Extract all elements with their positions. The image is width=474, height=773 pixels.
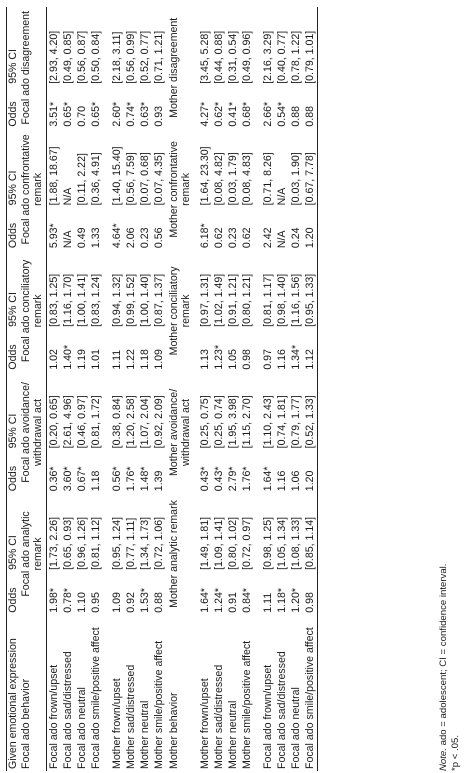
ci-cell: [0.81, 1.72] [90, 395, 102, 449]
row-label: Focal ado smile/positive affect [304, 627, 316, 769]
ci-cell: [0.11, 2.22] [76, 153, 88, 206]
focal-group-header-row [19, 7, 47, 771]
row-label: Focal ado frown/upset [48, 664, 60, 769]
table-note [438, 564, 462, 771]
odds-cell: 1.64* [262, 466, 274, 492]
odds-cell: 2.79* [227, 466, 239, 492]
ci-cell: [0.71, 8.26] [262, 152, 274, 206]
table-row [152, 7, 166, 771]
odds-cell: 0.93 [153, 105, 165, 127]
group-header: Mother analytic remark [168, 500, 180, 608]
ci-header: 95% CI [7, 535, 19, 570]
table-row [75, 7, 89, 771]
ci-cell: [0.44, 0.88] [213, 30, 225, 84]
odds-cell: 0.84* [241, 587, 253, 613]
odds-header: Odds [7, 222, 19, 249]
odds-cell: 1.19 [76, 349, 88, 370]
odds-cell: 0.41* [227, 101, 239, 127]
odds-cell: 2.06 [125, 227, 137, 249]
odds-cell: 1.09 [153, 349, 165, 370]
odds-cell: 2.42 [262, 227, 274, 249]
odds-cell: 1.34* [290, 344, 302, 370]
table-row [240, 7, 254, 771]
odds-cell: 0.43* [213, 466, 225, 492]
table-row [89, 7, 103, 771]
odds-cell: 1.18 [139, 349, 151, 370]
ci-cell: [0.08, 4.83] [241, 152, 253, 206]
ci-cell: [0.07, 0.68] [139, 152, 151, 206]
ci-cell: [1.05, 1.34] [276, 516, 288, 570]
ci-cell: [0.56, 7.59] [125, 152, 137, 206]
table-row [275, 7, 289, 771]
ci-cell: [1.00, 1.41] [76, 273, 88, 327]
ci-cell: [1.16, 1.70] [62, 273, 74, 327]
group-header: Mother avoidance/ withdrawal act [168, 388, 192, 477]
ci-cell: [0.92, 2.09] [153, 395, 165, 449]
odds-cell: 1.16 [276, 470, 288, 492]
odds-cell: 0.98 [304, 592, 316, 613]
odds-cell: 0.56 [153, 227, 165, 249]
ci-cell: [0.87, 1.37] [153, 273, 165, 327]
group-header: Mother conciliatory remark [168, 266, 192, 356]
focal-section-label: Focal ado behavior [20, 678, 32, 769]
odds-cell: 2.66* [262, 101, 274, 127]
ci-cell: [0.72, 0.97] [241, 516, 253, 570]
ci-cell: [0.99, 1.52] [125, 273, 137, 327]
odds-cell: 0.62 [241, 227, 253, 249]
odds-cell: 1.13 [199, 349, 211, 370]
odds-cell: 1.48* [139, 466, 151, 492]
ci-cell: [0.80, 1.21] [241, 273, 253, 327]
row-label: Mother smile/positive affect [241, 640, 253, 769]
odds-cell: 1.12 [304, 349, 316, 370]
ci-cell: [0.38, 0.84] [111, 395, 123, 449]
row-label: Focal ado sad/distressed [62, 651, 74, 769]
group-header: Focal ado avoidance/ withdrawal act [20, 382, 44, 483]
ci-cell: [2.16, 3.29] [262, 30, 274, 84]
row-label: Mother neutral [227, 700, 239, 769]
odds-cell: 1.18 [90, 470, 102, 492]
ci-cell: [0.25, 0.74] [213, 395, 225, 449]
ci-cell: [1.34, 1.73] [139, 516, 151, 570]
ci-cell: [0.71, 1.21] [153, 30, 165, 84]
ci-cell: [1.40, 15.40] [111, 146, 123, 206]
odds-cell: 1.01 [90, 349, 102, 370]
odds-cell: 0.62* [213, 101, 225, 127]
group-header: Focal ado disagreement [20, 10, 32, 125]
odds-cell: 1.11 [111, 349, 123, 370]
odds-cell: 1.98* [48, 587, 60, 613]
ci-cell: [1.88, 18.67] [48, 146, 60, 206]
ci-cell: [1.09, 1.41] [213, 516, 225, 570]
note-text: ado = adolescent; CI = confidence interval. [438, 563, 449, 746]
odds-cell: 0.74* [125, 101, 137, 127]
odds-cell: 0.98 [241, 349, 253, 370]
ci-cell: [0.52, 0.77] [139, 30, 151, 84]
odds-cell: 1.16 [276, 349, 288, 370]
group-header: Mother confrontative remark [168, 141, 192, 238]
odds-header: Odds [7, 587, 19, 613]
odds-cell: 0.88 [290, 105, 302, 127]
odds-cell: 0.68* [241, 101, 253, 127]
odds-cell: 0.23 [227, 227, 239, 249]
ci-cell: [1.49, 1.81] [199, 516, 211, 570]
group-header: Focal ado analytic remark [20, 511, 44, 597]
ci-cell: [0.31, 0.54] [227, 30, 239, 84]
odds-header: Odds [7, 101, 19, 127]
ci-cell: [2.61, 4.96] [62, 395, 74, 449]
odds-cell: 6.18* [199, 223, 211, 249]
ci-cell: [0.67, 7.78] [304, 152, 316, 206]
row-label: Focal ado neutral [290, 687, 302, 769]
ci-cell: [0.65, 0.93] [62, 516, 74, 570]
odds-cell: 1.10 [76, 592, 88, 613]
odds-ratio-table [6, 7, 318, 771]
odds-cell: 0.91 [227, 592, 239, 613]
odds-cell: 0.49 [76, 227, 88, 249]
table-row [254, 7, 275, 771]
ci-cell: [1.95, 3.98] [227, 395, 239, 449]
ci-cell: [0.46, 0.97] [76, 395, 88, 449]
odds-cell: 0.24 [290, 227, 302, 249]
ci-cell: [0.81, 1.12] [90, 516, 102, 570]
table-row [198, 7, 212, 771]
row-label: Mother frown/upset [199, 678, 211, 769]
row-label: Mother neutral [139, 700, 151, 769]
ci-cell: [0.95, 1.33] [304, 273, 316, 327]
table-row [303, 7, 318, 771]
odds-cell: 1.22 [125, 349, 137, 370]
ci-cell: [0.36, 4.91] [90, 152, 102, 206]
row-label: Focal ado sad/distressed [276, 651, 288, 769]
odds-cell: 0.54* [276, 101, 288, 127]
ci-cell: [2.93, 4.20] [48, 30, 60, 84]
ci-cell: [1.10, 2.43] [262, 395, 274, 449]
ci-cell: [1.07, 2.04] [139, 395, 151, 449]
odds-cell: 1.11 [262, 592, 274, 613]
ci-cell: [0.56, 0.87] [76, 30, 88, 84]
table-row [138, 7, 152, 771]
odds-cell: 0.56* [111, 466, 123, 492]
ci-cell: [0.83, 1.24] [90, 273, 102, 327]
odds-cell: 1.39 [153, 470, 165, 492]
ci-cell: [0.20, 0.65] [48, 395, 60, 449]
odds-cell: 1.09 [111, 592, 123, 613]
ci-header: 95% CI [7, 413, 19, 449]
note-label: Note. [438, 748, 449, 771]
odds-cell: 1.02 [48, 349, 60, 370]
ci-cell: N/A [276, 187, 288, 206]
row-label: Focal ado frown/upset [262, 664, 274, 769]
odds-cell: 2.60* [111, 101, 123, 127]
group-header: Focal ado conciliatory remark [20, 259, 44, 363]
odds-cell: 1.18* [276, 587, 288, 613]
ci-cell: [0.81, 1.17] [262, 273, 274, 327]
odds-cell: 1.76* [241, 466, 253, 492]
significance-note: *p < .05. [450, 734, 461, 771]
ci-cell: [3.45, 5.28] [199, 30, 211, 84]
odds-cell: 1.33 [90, 227, 102, 249]
row-label: Mother sad/distressed [125, 664, 137, 769]
ci-cell: [0.50, 0.84] [90, 30, 102, 84]
ci-cell: [0.80, 1.02] [227, 516, 239, 570]
ci-cell: [0.72, 1.06] [153, 516, 165, 570]
ci-cell: [0.49, 0.85] [62, 30, 74, 84]
ci-cell: [0.25, 0.75] [199, 395, 211, 449]
given-emotion-header: Given emotional expression [7, 638, 19, 769]
ci-cell: [0.98, 1.40] [276, 273, 288, 327]
odds-cell: N/A [62, 230, 74, 249]
table-row [124, 7, 138, 771]
ci-cell: N/A [62, 187, 74, 206]
odds-cell: 0.95 [90, 592, 102, 613]
ci-cell: [0.83, 1.25] [48, 273, 60, 327]
mother-section-row [166, 7, 198, 771]
mother-section-label: Mother behavior [168, 692, 180, 769]
ci-cell: [1.15, 2.70] [241, 395, 253, 449]
ci-header: 95% CI [7, 292, 19, 327]
odds-cell: 0.78* [62, 587, 74, 613]
group-header: Mother disagreement [168, 17, 180, 118]
odds-header: Odds [7, 344, 19, 370]
ci-cell: [0.40, 0.77] [276, 30, 288, 84]
table-row [47, 7, 62, 771]
odds-cell: 4.64* [111, 223, 123, 249]
odds-cell: 1.06 [290, 470, 302, 492]
ci-cell: [0.95, 1.24] [111, 516, 123, 570]
odds-cell: 0.62 [213, 227, 225, 249]
odds-cell: 0.63* [139, 101, 151, 127]
ci-cell: [0.79, 1.77] [290, 395, 302, 449]
odds-cell: 0.65* [90, 101, 102, 127]
odds-cell: 1.20 [304, 470, 316, 492]
ci-cell: [0.77, 1.11] [125, 517, 137, 570]
odds-cell: 1.53* [139, 587, 151, 613]
ci-cell: [1.16, 1.56] [290, 273, 302, 327]
odds-cell: 1.20* [290, 587, 302, 613]
ci-cell: [0.98, 1.25] [262, 516, 274, 570]
odds-cell: 1.40* [62, 344, 74, 370]
row-label: Focal ado neutral [76, 687, 88, 769]
odds-cell: 3.51* [48, 101, 60, 127]
odds-cell: 1.64* [199, 587, 211, 613]
ci-cell: [0.56, 0.99] [125, 30, 137, 84]
table-row [103, 7, 124, 771]
odds-cell: 0.36* [48, 466, 60, 492]
ci-cell: [1.20, 2.58] [125, 395, 137, 449]
row-label: Mother smile/positive affect [153, 640, 165, 769]
ci-cell: [0.97, 1.31] [199, 273, 211, 327]
odds-cell: 1.76* [125, 466, 137, 492]
odds-cell: 5.93* [48, 223, 60, 249]
row-label: Focal ado smile/positive affect [90, 627, 102, 769]
odds-cell: 0.88 [304, 105, 316, 127]
ci-cell: [1.64, 23.30] [199, 146, 211, 206]
header-row [7, 7, 20, 771]
table-row [212, 7, 226, 771]
ci-cell: [0.96, 1.26] [76, 516, 88, 570]
ci-cell: [0.03, 1.79] [227, 152, 239, 206]
ci-cell: [1.02, 1.49] [213, 273, 225, 327]
table-row [289, 7, 303, 771]
odds-cell: 0.23 [139, 227, 151, 249]
ci-cell: [1.08, 1.33] [290, 516, 302, 570]
odds-cell: 1.23* [213, 344, 225, 370]
ci-header: 95% CI [7, 170, 19, 206]
ci-cell: [1.73, 2.26] [48, 516, 60, 570]
odds-cell: 0.43* [199, 466, 211, 492]
ci-cell: [0.78, 1.22] [290, 30, 302, 84]
odds-cell: 0.88 [153, 592, 165, 613]
odds-cell: 0.65* [62, 101, 74, 127]
ci-cell: [0.74, 1.81] [276, 395, 288, 449]
odds-cell: 0.97 [262, 349, 274, 370]
ci-cell: [0.52, 1.33] [304, 395, 316, 449]
ci-cell: [1.00, 1.40] [139, 273, 151, 327]
odds-cell: 0.67* [76, 466, 88, 492]
odds-cell: 0.92 [125, 592, 137, 613]
ci-cell: [0.94, 1.32] [111, 273, 123, 327]
odds-cell: N/A [276, 230, 288, 249]
odds-cell: 1.05 [227, 349, 239, 370]
row-label: Mother sad/distressed [213, 664, 225, 769]
table-row [61, 7, 75, 771]
odds-header: Odds [7, 465, 19, 492]
ci-cell: [0.08, 4.82] [213, 152, 225, 206]
odds-cell: 1.24* [213, 587, 225, 613]
ci-cell: [0.03, 1.90] [290, 152, 302, 206]
odds-cell: 3.60* [62, 466, 74, 492]
table-row [226, 7, 240, 771]
ci-header: 95% CI [7, 49, 19, 84]
group-header: Focal ado confrontative remark [20, 134, 44, 245]
ci-cell: [0.79, 1.01] [304, 30, 316, 84]
ci-cell: [0.07, 4.35] [153, 152, 165, 206]
ci-cell: [0.91, 1.21] [227, 273, 239, 327]
ci-cell: [0.85, 1.14] [304, 516, 316, 570]
odds-cell: 1.20 [304, 227, 316, 249]
ci-cell: [2.18, 3.11] [111, 31, 123, 84]
row-label: Mother frown/upset [111, 678, 123, 769]
ci-cell: [0.49, 0.96] [241, 30, 253, 84]
odds-cell: 4.27* [199, 101, 211, 127]
odds-cell: 0.70 [76, 105, 88, 127]
